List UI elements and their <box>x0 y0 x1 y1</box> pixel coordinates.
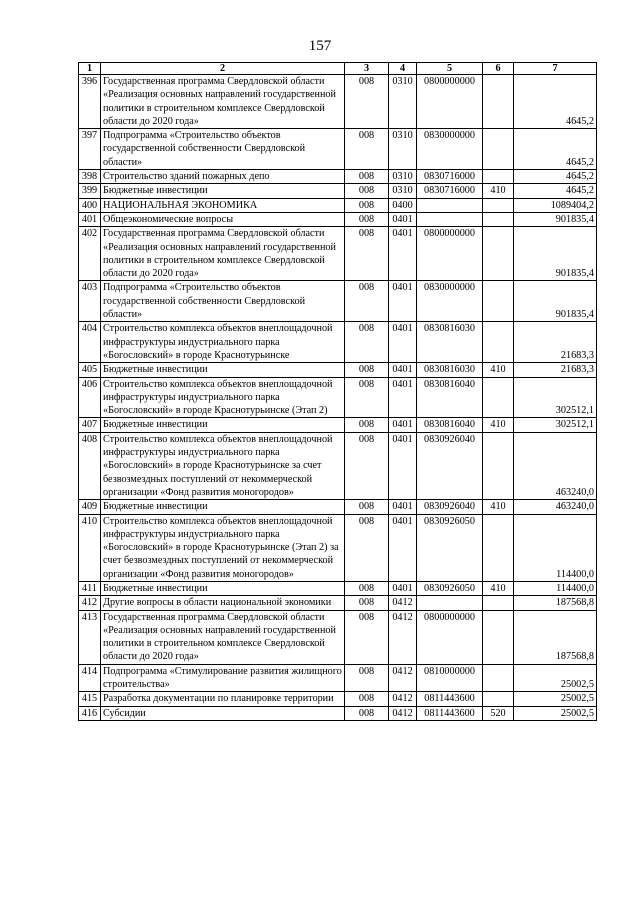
target-article-code: 0811443600 <box>417 706 483 720</box>
amount: 463240,0 <box>514 432 597 499</box>
item-name: НАЦИОНАЛЬНАЯ ЭКОНОМИКА <box>101 198 345 212</box>
expense-type-code <box>483 198 514 212</box>
target-article-code <box>417 212 483 226</box>
item-name: Разработка документации по планировке территории <box>101 692 345 706</box>
target-article-code: 0800000000 <box>417 75 483 129</box>
amount: 901835,4 <box>514 281 597 322</box>
ministry-code: 008 <box>345 610 389 664</box>
section-code: 0401 <box>389 581 417 595</box>
expense-type-code: 410 <box>483 184 514 198</box>
row-number: 416 <box>79 706 101 720</box>
table-row <box>79 418 597 432</box>
ministry-code: 008 <box>345 212 389 226</box>
amount: 1089404,2 <box>514 198 597 212</box>
table-row <box>79 514 597 581</box>
column-header: 5 <box>417 63 483 75</box>
section-code: 0401 <box>389 363 417 377</box>
row-number: 405 <box>79 363 101 377</box>
ministry-code: 008 <box>345 170 389 184</box>
expense-type-code <box>483 75 514 129</box>
expense-type-code <box>483 322 514 363</box>
row-number: 398 <box>79 170 101 184</box>
section-code: 0412 <box>389 692 417 706</box>
table-row <box>79 198 597 212</box>
expense-type-code <box>483 692 514 706</box>
row-number: 407 <box>79 418 101 432</box>
column-header: 4 <box>389 63 417 75</box>
ministry-code: 008 <box>345 664 389 692</box>
target-article-code: 0830716000 <box>417 184 483 198</box>
section-code: 0412 <box>389 706 417 720</box>
row-number: 403 <box>79 281 101 322</box>
expense-type-code <box>483 596 514 610</box>
row-number: 411 <box>79 581 101 595</box>
expense-type-code <box>483 514 514 581</box>
section-code: 0412 <box>389 596 417 610</box>
table-row <box>79 363 597 377</box>
section-code: 0401 <box>389 377 417 418</box>
section-code: 0401 <box>389 322 417 363</box>
table-row <box>79 322 597 363</box>
item-name: Строительство комплекса объектов внеплощадочной инфраструктуры индустриального парка «Богословский» в городе Краснотурьинске <box>101 322 345 363</box>
ministry-code: 008 <box>345 363 389 377</box>
item-name: Строительство зданий пожарных депо <box>101 170 345 184</box>
ministry-code: 008 <box>345 596 389 610</box>
expense-type-code <box>483 212 514 226</box>
section-code: 0401 <box>389 432 417 499</box>
target-article-code: 0830926040 <box>417 500 483 514</box>
item-name: Бюджетные инвестиции <box>101 184 345 198</box>
amount: 114400,0 <box>514 581 597 595</box>
row-number: 401 <box>79 212 101 226</box>
item-name: Подпрограмма «Строительство объектов государственной собственности Свердловской области» <box>101 129 345 170</box>
item-name: Бюджетные инвестиции <box>101 363 345 377</box>
ministry-code: 008 <box>345 514 389 581</box>
amount: 4645,2 <box>514 184 597 198</box>
ministry-code: 008 <box>345 281 389 322</box>
expense-type-code <box>483 610 514 664</box>
ministry-code: 008 <box>345 706 389 720</box>
amount: 25002,5 <box>514 664 597 692</box>
ministry-code: 008 <box>345 198 389 212</box>
row-number: 408 <box>79 432 101 499</box>
item-name: Субсидии <box>101 706 345 720</box>
target-article-code: 0830816040 <box>417 377 483 418</box>
ministry-code: 008 <box>345 692 389 706</box>
amount: 302512,1 <box>514 377 597 418</box>
target-article-code: 0830816030 <box>417 322 483 363</box>
section-code: 0401 <box>389 514 417 581</box>
amount: 901835,4 <box>514 212 597 226</box>
table-row <box>79 664 597 692</box>
row-number: 415 <box>79 692 101 706</box>
target-article-code <box>417 198 483 212</box>
amount: 4645,2 <box>514 170 597 184</box>
item-name: Строительство комплекса объектов внеплощадочной инфраструктуры индустриального парка «Богословский» в городе Краснотурьинске (Этап 2) за счет безвозмездных поступлений от некоммерческой организации «Фонд развития моногородов» <box>101 514 345 581</box>
expense-type-code <box>483 377 514 418</box>
budget-table <box>78 62 597 721</box>
item-name: Государственная программа Свердловской области «Реализация основных направлений государственной политики в строительном комплексе Свердловской области до 2020 года» <box>101 610 345 664</box>
column-header: 1 <box>79 63 101 75</box>
expense-type-code <box>483 432 514 499</box>
header-row <box>79 63 597 75</box>
section-code: 0310 <box>389 75 417 129</box>
row-number: 414 <box>79 664 101 692</box>
table-row <box>79 75 597 129</box>
column-header: 2 <box>101 63 345 75</box>
section-code: 0401 <box>389 418 417 432</box>
amount: 187568,8 <box>514 610 597 664</box>
target-article-code: 0800000000 <box>417 227 483 281</box>
target-article-code: 0830716000 <box>417 170 483 184</box>
table-row <box>79 129 597 170</box>
section-code: 0401 <box>389 281 417 322</box>
row-number: 406 <box>79 377 101 418</box>
item-name: Подпрограмма «Строительство объектов государственной собственности Свердловской области» <box>101 281 345 322</box>
table-row <box>79 706 597 720</box>
ministry-code: 008 <box>345 227 389 281</box>
expense-type-code: 410 <box>483 418 514 432</box>
section-code: 0401 <box>389 212 417 226</box>
expense-type-code <box>483 129 514 170</box>
section-code: 0412 <box>389 610 417 664</box>
table-row <box>79 170 597 184</box>
target-article-code: 0830000000 <box>417 129 483 170</box>
table-row <box>79 500 597 514</box>
row-number: 410 <box>79 514 101 581</box>
amount: 114400,0 <box>514 514 597 581</box>
row-number: 399 <box>79 184 101 198</box>
amount: 187568,8 <box>514 596 597 610</box>
amount: 4645,2 <box>514 129 597 170</box>
item-name: Бюджетные инвестиции <box>101 418 345 432</box>
row-number: 409 <box>79 500 101 514</box>
column-header: 6 <box>483 63 514 75</box>
section-code: 0310 <box>389 170 417 184</box>
table-row <box>79 692 597 706</box>
amount: 4645,2 <box>514 75 597 129</box>
target-article-code: 0830926040 <box>417 432 483 499</box>
target-article-code: 0830926050 <box>417 514 483 581</box>
target-article-code <box>417 596 483 610</box>
expense-type-code: 520 <box>483 706 514 720</box>
target-article-code: 0830000000 <box>417 281 483 322</box>
section-code: 0400 <box>389 198 417 212</box>
row-number: 412 <box>79 596 101 610</box>
row-number: 404 <box>79 322 101 363</box>
amount: 463240,0 <box>514 500 597 514</box>
expense-type-code <box>483 664 514 692</box>
expense-type-code <box>483 227 514 281</box>
table-row <box>79 596 597 610</box>
amount: 302512,1 <box>514 418 597 432</box>
page-number: 157 <box>308 38 332 54</box>
row-number: 400 <box>79 198 101 212</box>
amount: 901835,4 <box>514 227 597 281</box>
ministry-code: 008 <box>345 418 389 432</box>
amount: 21683,3 <box>514 363 597 377</box>
ministry-code: 008 <box>345 581 389 595</box>
table-row <box>79 377 597 418</box>
table-row <box>79 227 597 281</box>
table-row <box>79 432 597 499</box>
expense-type-code <box>483 170 514 184</box>
ministry-code: 008 <box>345 500 389 514</box>
item-name: Строительство комплекса объектов внеплощадочной инфраструктуры индустриального парка «Богословский» в городе Краснотурьинске (Этап 2) <box>101 377 345 418</box>
section-code: 0310 <box>389 184 417 198</box>
amount: 21683,3 <box>514 322 597 363</box>
target-article-code: 0810000000 <box>417 664 483 692</box>
item-name: Другие вопросы в области национальной экономики <box>101 596 345 610</box>
table-row <box>79 610 597 664</box>
target-article-code: 0811443600 <box>417 692 483 706</box>
row-number: 396 <box>79 75 101 129</box>
section-code: 0401 <box>389 500 417 514</box>
row-number: 413 <box>79 610 101 664</box>
item-name: Общеэкономические вопросы <box>101 212 345 226</box>
target-article-code: 0830816040 <box>417 418 483 432</box>
table-row <box>79 184 597 198</box>
target-article-code: 0830926050 <box>417 581 483 595</box>
section-code: 0401 <box>389 227 417 281</box>
section-code: 0310 <box>389 129 417 170</box>
column-header: 7 <box>514 63 597 75</box>
expense-type-code: 410 <box>483 500 514 514</box>
expense-type-code <box>483 281 514 322</box>
item-name: Подпрограмма «Стимулирование развития жилищного строительства» <box>101 664 345 692</box>
item-name: Бюджетные инвестиции <box>101 581 345 595</box>
ministry-code: 008 <box>345 75 389 129</box>
table-row <box>79 581 597 595</box>
item-name: Государственная программа Свердловской области «Реализация основных направлений государственной политики в строительном комплексе Свердловской области до 2020 года» <box>101 227 345 281</box>
table-row <box>79 281 597 322</box>
row-number: 397 <box>79 129 101 170</box>
item-name: Строительство комплекса объектов внеплощадочной инфраструктуры индустриального парка «Богословский» в городе Краснотурьинске за счет безвозмездных поступлений от некоммерческой организации «Фонд развития моногородов» <box>101 432 345 499</box>
item-name: Бюджетные инвестиции <box>101 500 345 514</box>
ministry-code: 008 <box>345 377 389 418</box>
expense-type-code: 410 <box>483 581 514 595</box>
ministry-code: 008 <box>345 432 389 499</box>
ministry-code: 008 <box>345 322 389 363</box>
expense-type-code: 410 <box>483 363 514 377</box>
column-header: 3 <box>345 63 389 75</box>
item-name: Государственная программа Свердловской области «Реализация основных направлений государственной политики в строительном комплексе Свердловской области до 2020 года» <box>101 75 345 129</box>
row-number: 402 <box>79 227 101 281</box>
ministry-code: 008 <box>345 184 389 198</box>
target-article-code: 0830816030 <box>417 363 483 377</box>
amount: 25002,5 <box>514 706 597 720</box>
table-row <box>79 212 597 226</box>
ministry-code: 008 <box>345 129 389 170</box>
target-article-code: 0800000000 <box>417 610 483 664</box>
section-code: 0412 <box>389 664 417 692</box>
amount: 25002,5 <box>514 692 597 706</box>
